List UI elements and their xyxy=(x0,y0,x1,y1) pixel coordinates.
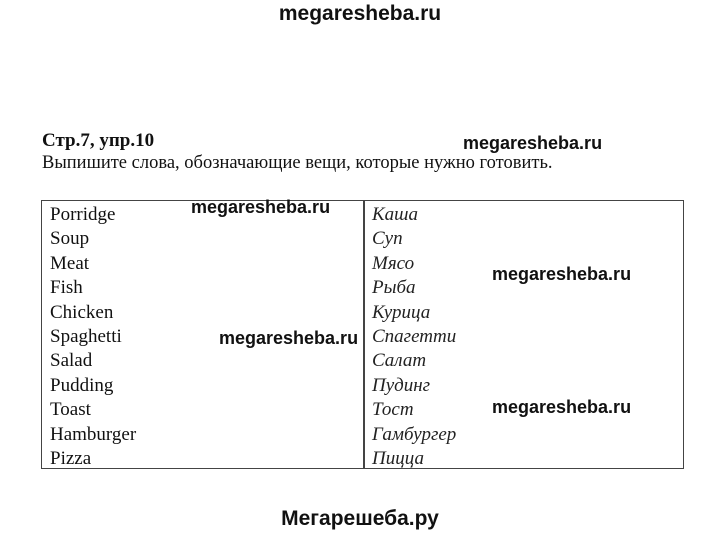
russian-word: Рыба xyxy=(372,277,416,299)
english-word: Pudding xyxy=(50,374,114,396)
english-word: Soup xyxy=(50,228,90,250)
site-header: megaresheba.ru xyxy=(278,2,442,25)
russian-word: Курица xyxy=(372,301,431,323)
english-word: Porridge xyxy=(50,204,116,225)
russian-word: Гамбургер xyxy=(372,423,457,445)
english-word: Spaghetti xyxy=(50,325,122,347)
russian-word: Пудинг xyxy=(372,374,431,396)
watermark: megaresheba.ru xyxy=(463,133,603,153)
english-word: Salad xyxy=(50,350,93,372)
english-word: Fish xyxy=(50,277,83,299)
word-table xyxy=(41,200,684,469)
english-word: Pizza xyxy=(50,447,92,469)
column-divider xyxy=(363,201,365,468)
english-word: Toast xyxy=(50,399,91,421)
english-column xyxy=(50,203,136,471)
watermark: megaresheba.ru xyxy=(492,264,632,284)
english-word: Hamburger xyxy=(50,423,137,445)
russian-word: Каша xyxy=(372,204,418,225)
watermark: megaresheba.ru xyxy=(219,328,359,348)
russian-word: Тост xyxy=(372,399,414,421)
watermark: megaresheba.ru xyxy=(191,197,331,217)
exercise-heading: Стр.7, упр.10 xyxy=(42,130,155,151)
exercise-instruction: Выпишите слова, обозначающие вещи, которые нужно готовить. xyxy=(42,153,553,173)
russian-word: Салат xyxy=(372,350,427,372)
english-word: Chicken xyxy=(50,301,114,323)
russian-word: Суп xyxy=(372,228,403,250)
russian-word: Мясо xyxy=(372,252,415,274)
russian-word: Пицца xyxy=(372,447,424,469)
russian-word: Спагетти xyxy=(372,325,457,347)
site-footer: Мегарешеба.ру xyxy=(281,507,439,530)
watermark: megaresheba.ru xyxy=(492,397,632,417)
russian-column xyxy=(372,203,456,471)
english-word: Meat xyxy=(50,252,90,274)
